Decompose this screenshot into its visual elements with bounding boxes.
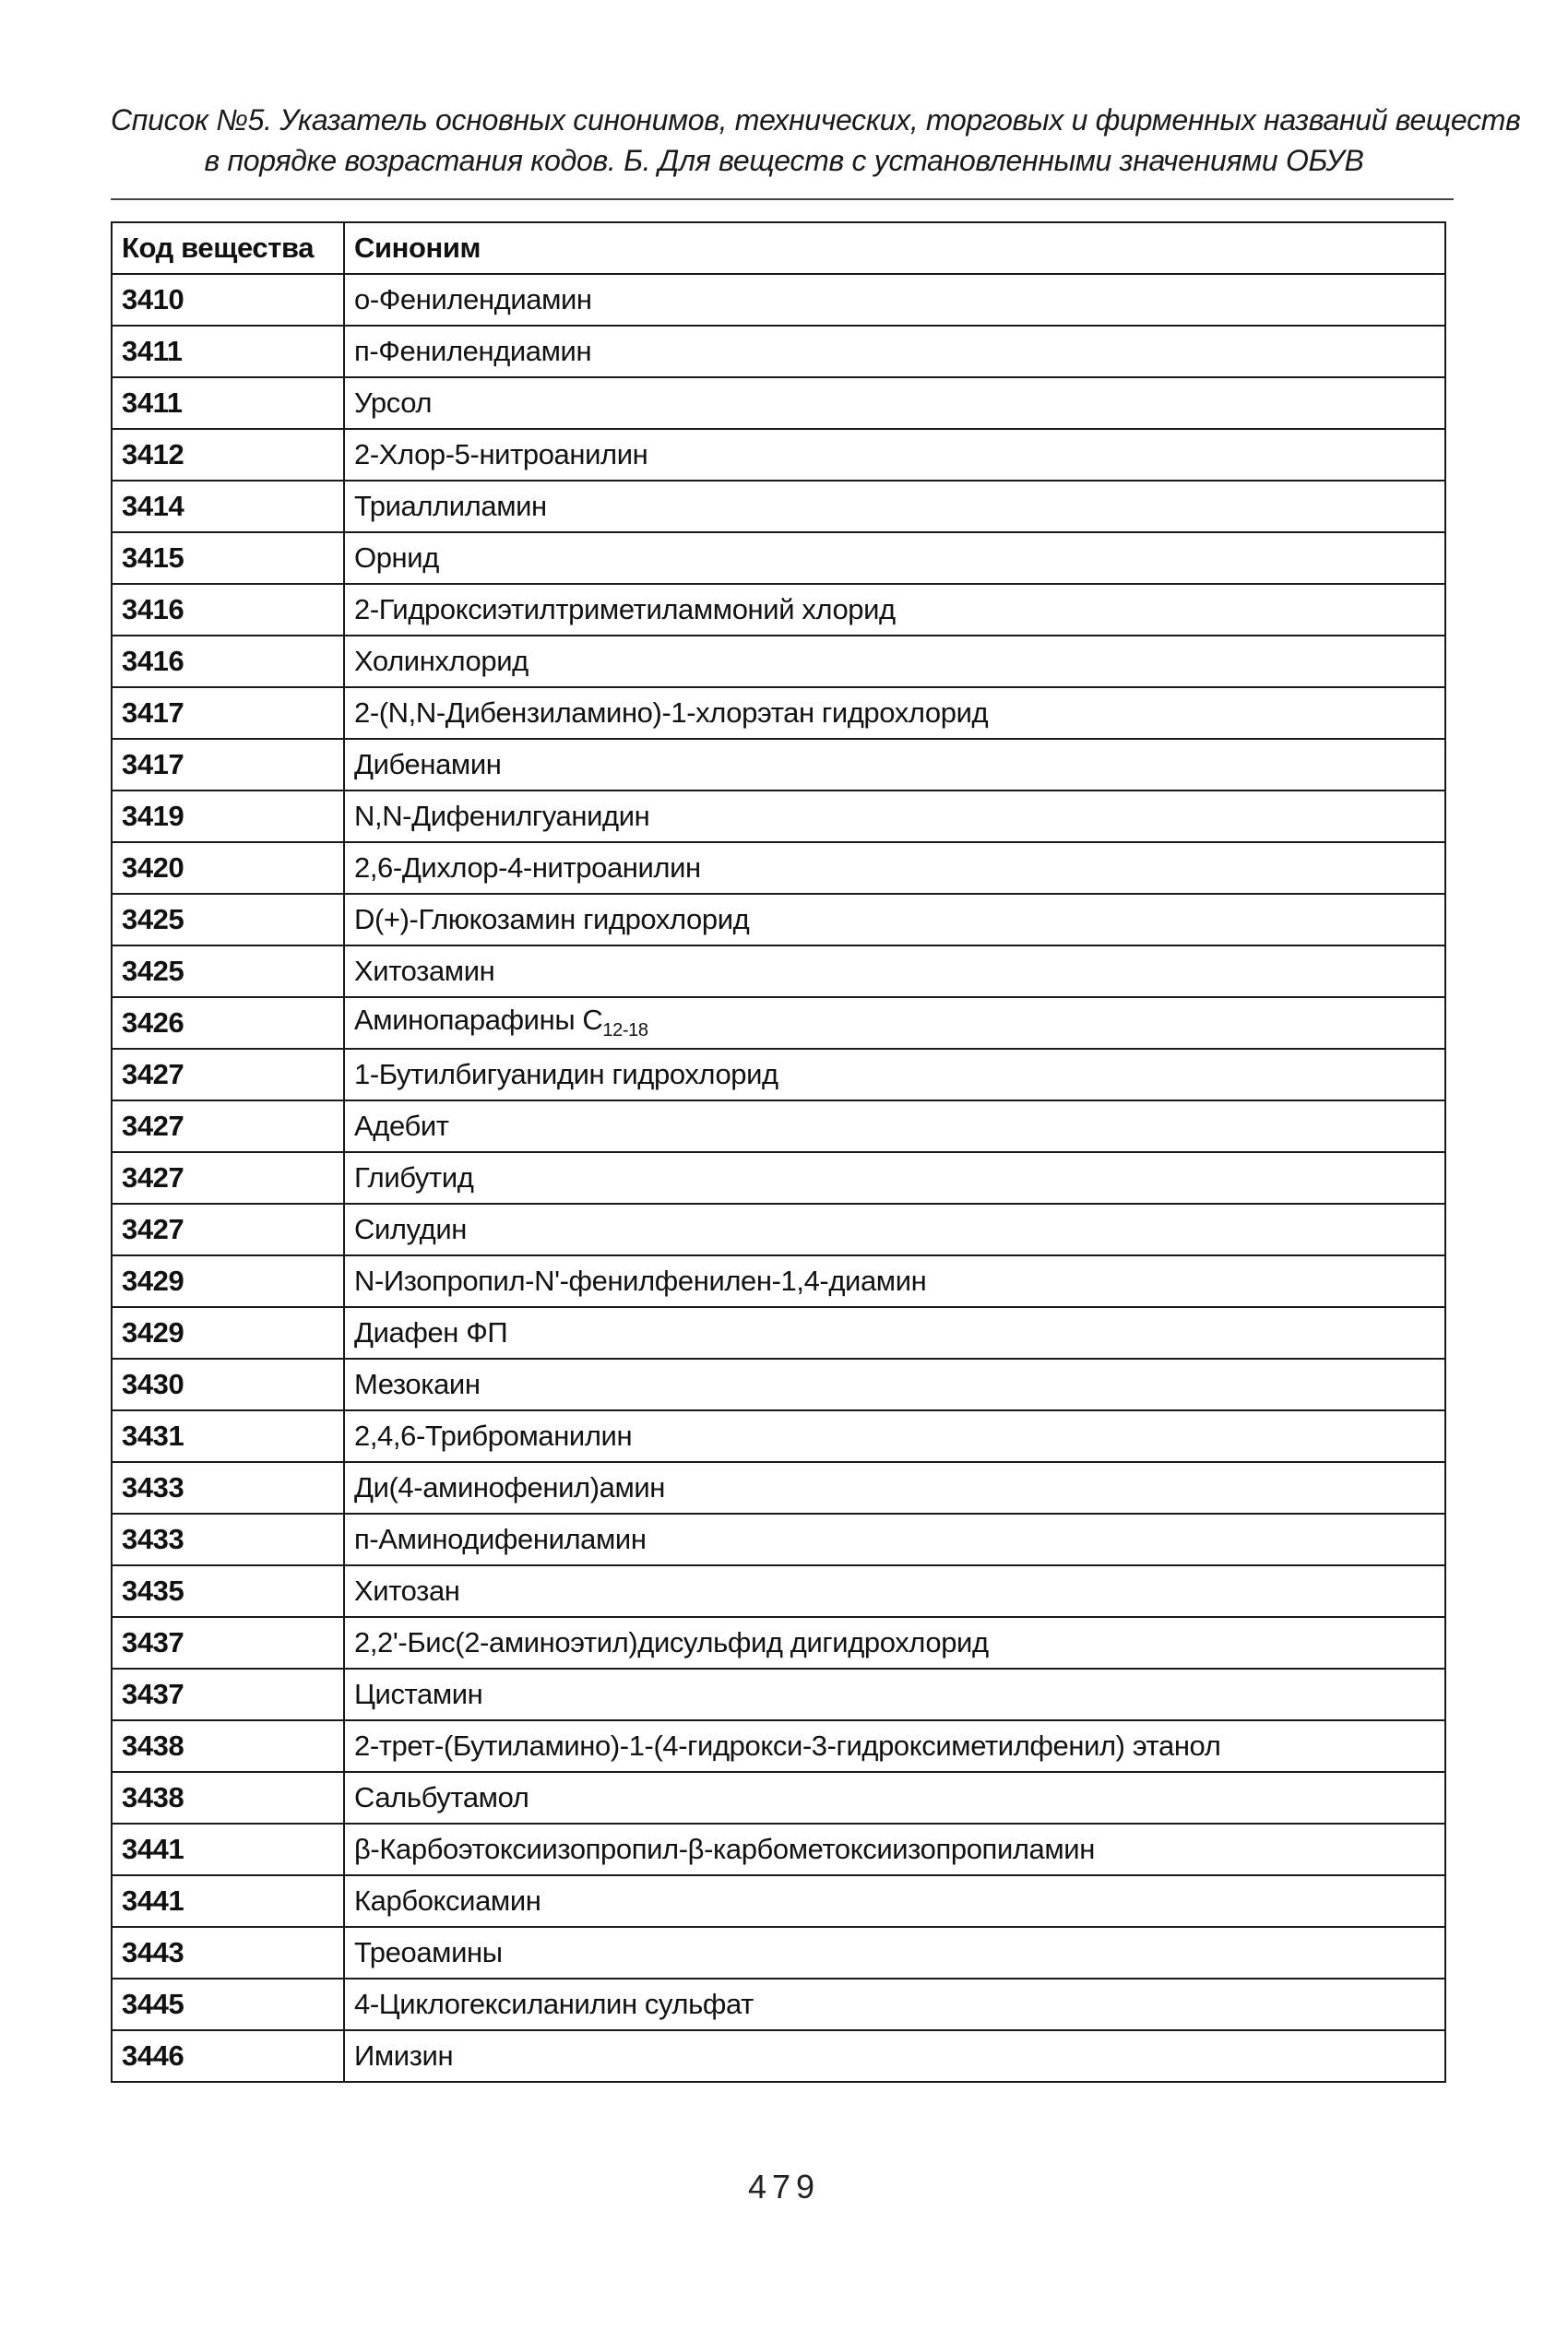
- table-row: [112, 1617, 1445, 1669]
- substance-synonym: N,N-Дифенилгуанидин: [344, 791, 1445, 842]
- table-row: [112, 1255, 1445, 1307]
- substance-synonym: 2-(N,N-Дибензиламино)-1-хлорэтан гидрохлорид: [344, 687, 1445, 739]
- substance-synonym: β-Карбоэтоксиизопропил-β-карбометоксиизопропиламин: [344, 1824, 1445, 1875]
- substance-code: 3438: [112, 1720, 344, 1772]
- substance-code: 3438: [112, 1772, 344, 1824]
- table-row: [112, 584, 1445, 636]
- substance-code: 3429: [112, 1307, 344, 1359]
- substance-synonym: Силудин: [344, 1204, 1445, 1255]
- substance-synonym: Карбоксиамин: [344, 1875, 1445, 1927]
- substance-synonym: N-Изопропил-N'-фенилфенилен-1,4-диамин: [344, 1255, 1445, 1307]
- table-row: [112, 274, 1445, 326]
- table-row: [112, 842, 1445, 894]
- table-row: [112, 2030, 1445, 2082]
- table-header-row: [112, 222, 1445, 274]
- substance-code: 3410: [112, 274, 344, 326]
- substance-synonym: Диафен ФП: [344, 1307, 1445, 1359]
- table-row: [112, 1514, 1445, 1565]
- table-row: [112, 1927, 1445, 1979]
- substance-code: 3416: [112, 636, 344, 687]
- table-row: [112, 1307, 1445, 1359]
- substance-synonym: Адебит: [344, 1100, 1445, 1152]
- table-row: [112, 1204, 1445, 1255]
- substance-code: 3437: [112, 1617, 344, 1669]
- table-row: [112, 1049, 1445, 1100]
- substance-code: 3425: [112, 894, 344, 945]
- substance-code: 3431: [112, 1410, 344, 1462]
- substance-synonym: Дибенамин: [344, 739, 1445, 791]
- substance-synonym: 2,6-Дихлор-4-нитроанилин: [344, 842, 1445, 894]
- substance-synonym: Мезокаин: [344, 1359, 1445, 1410]
- table-row: [112, 1824, 1445, 1875]
- page-header: [111, 100, 1521, 181]
- table-row: [112, 429, 1445, 481]
- substance-code: 3411: [112, 377, 344, 429]
- table-row: [112, 377, 1445, 429]
- substance-code: 3415: [112, 532, 344, 584]
- substance-code: 3417: [112, 687, 344, 739]
- table-row: [112, 945, 1445, 997]
- table-row: [112, 791, 1445, 842]
- table-row: [112, 687, 1445, 739]
- header-divider: [111, 198, 1454, 200]
- synonym-text: Аминопарафины C: [354, 1004, 603, 1037]
- substance-code: 3441: [112, 1824, 344, 1875]
- substance-synonym: 2,4,6-Триброманилин: [344, 1410, 1445, 1462]
- table-row: [112, 1410, 1445, 1462]
- substance-synonym: Хитозамин: [344, 945, 1445, 997]
- substance-code: 3433: [112, 1462, 344, 1514]
- header-line-2: в порядке возрастания кодов. Б. Для веществ с установленными значениями ОБУВ: [204, 144, 1364, 177]
- substance-synonym: п-Аминодифениламин: [344, 1514, 1445, 1565]
- substance-synonym: [344, 997, 1445, 1049]
- substance-code: 3419: [112, 791, 344, 842]
- substance-code: 3430: [112, 1359, 344, 1410]
- substance-synonym: Сальбутамол: [344, 1772, 1445, 1824]
- table-row: [112, 1772, 1445, 1824]
- substance-synonym: о-Фенилендиамин: [344, 274, 1445, 326]
- table-row: [112, 636, 1445, 687]
- substance-code: 3427: [112, 1100, 344, 1152]
- substance-code: 3429: [112, 1255, 344, 1307]
- table-row: [112, 1669, 1445, 1720]
- synonym-table: [111, 221, 1446, 2083]
- header-line-1: Список №5. Указатель основных синонимов, технических, торговых и фирменных названий веществ: [111, 103, 1521, 137]
- substance-code: 3417: [112, 739, 344, 791]
- substance-synonym: Хитозан: [344, 1565, 1445, 1617]
- substance-synonym: 4-Циклогексиланилин сульфат: [344, 1979, 1445, 2030]
- table-row: [112, 481, 1445, 532]
- substance-synonym: Ди(4-аминофенил)амин: [344, 1462, 1445, 1514]
- table-row: [112, 997, 1445, 1049]
- table-row: [112, 1565, 1445, 1617]
- substance-code: 3443: [112, 1927, 344, 1979]
- substance-synonym: п-Фенилендиамин: [344, 326, 1445, 377]
- substance-code: 3427: [112, 1152, 344, 1204]
- column-header-code: Код вещества: [112, 222, 344, 274]
- substance-code: 3426: [112, 997, 344, 1049]
- substance-code: 3416: [112, 584, 344, 636]
- substance-synonym: Триаллиламин: [344, 481, 1445, 532]
- table-body: [112, 274, 1445, 2082]
- substance-code: 3427: [112, 1049, 344, 1100]
- substance-synonym: Холинхлорид: [344, 636, 1445, 687]
- substance-code: 3427: [112, 1204, 344, 1255]
- table-row: [112, 739, 1445, 791]
- table-row: [112, 1875, 1445, 1927]
- substance-synonym: 2-трет-(Бутиламино)-1-(4-гидрокси-3-гидроксиметилфенил) этанол: [344, 1720, 1445, 1772]
- synonym-subscript: 12-18: [602, 1020, 648, 1041]
- substance-code: 3435: [112, 1565, 344, 1617]
- substance-synonym: 1-Бутилбигуанидин гидрохлорид: [344, 1049, 1445, 1100]
- table-row: [112, 1720, 1445, 1772]
- substance-code: 3414: [112, 481, 344, 532]
- table-row: [112, 1462, 1445, 1514]
- substance-code: 3441: [112, 1875, 344, 1927]
- table-row: [112, 1979, 1445, 2030]
- substance-code: 3433: [112, 1514, 344, 1565]
- substance-code: 3445: [112, 1979, 344, 2030]
- table-row: [112, 1100, 1445, 1152]
- substance-synonym: 2-Гидроксиэтилтриметиламмоний хлорид: [344, 584, 1445, 636]
- column-header-synonym: Синоним: [344, 222, 1445, 274]
- substance-code: 3420: [112, 842, 344, 894]
- substance-synonym: Имизин: [344, 2030, 1445, 2082]
- substance-code: 3437: [112, 1669, 344, 1720]
- substance-code: 3412: [112, 429, 344, 481]
- table-row: [112, 1152, 1445, 1204]
- substance-synonym: Урсол: [344, 377, 1445, 429]
- substance-synonym: Глибутид: [344, 1152, 1445, 1204]
- substance-code: 3411: [112, 326, 344, 377]
- page-number: 479: [747, 2168, 821, 2205]
- substance-synonym: Цистамин: [344, 1669, 1445, 1720]
- table-row: [112, 326, 1445, 377]
- substance-synonym: Орнид: [344, 532, 1445, 584]
- table-row: [112, 532, 1445, 584]
- substance-synonym: 2-Хлор-5-нитроанилин: [344, 429, 1445, 481]
- substance-code: 3425: [112, 945, 344, 997]
- table-row: [112, 894, 1445, 945]
- table-row: [112, 1359, 1445, 1410]
- substance-synonym: 2,2'-Бис(2-аминоэтил)дисульфид дигидрохлорид: [344, 1617, 1445, 1669]
- substance-code: 3446: [112, 2030, 344, 2082]
- substance-synonym: Треоамины: [344, 1927, 1445, 1979]
- substance-synonym: D(+)-Глюкозамин гидрохлорид: [344, 894, 1445, 945]
